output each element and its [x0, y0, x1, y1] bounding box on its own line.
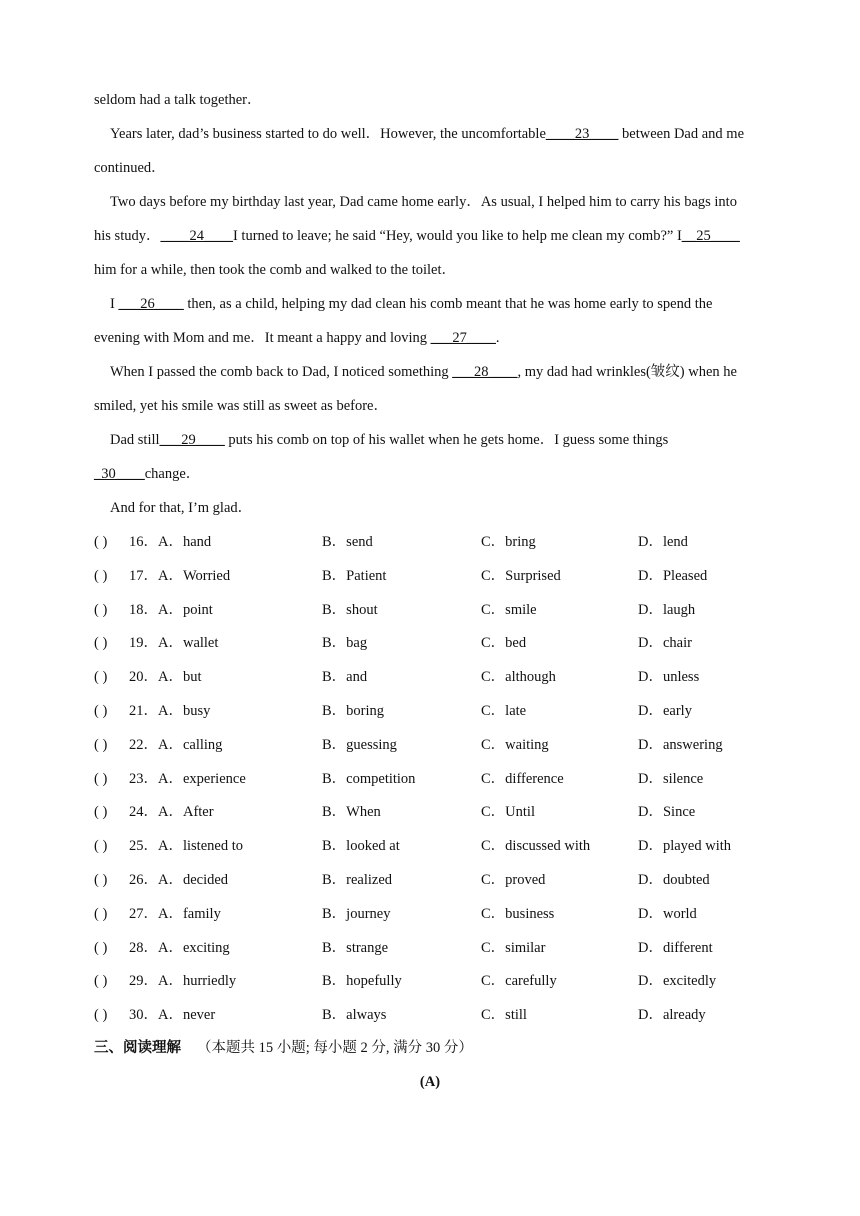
passage-line [94, 192, 766, 212]
option-b: B．realized [322, 872, 393, 888]
answer-parentheses[interactable]: ( ) [94, 804, 108, 821]
blank-29: ___29____ [159, 432, 225, 448]
question-number: 30． [129, 1007, 158, 1024]
option-b: B．Patient [322, 567, 387, 584]
option-a: A．exciting [158, 939, 230, 956]
answer-parentheses[interactable]: ( ) [94, 601, 108, 618]
question-number-and-option-a [129, 904, 221, 924]
option-c: C．late [481, 703, 527, 719]
question-row [94, 735, 794, 755]
question-number-and-option-a [129, 971, 236, 991]
answer-parentheses[interactable]: ( ) [94, 635, 108, 652]
question-number-and-option-a [129, 836, 243, 856]
question-number-and-option-a [129, 667, 202, 687]
option-a: A．family [158, 905, 221, 922]
passage-text: When I passed the comb back to Dad, I noticed something [110, 364, 453, 380]
passage-line [94, 90, 766, 110]
question-row [94, 566, 794, 586]
section-note: （本题共 15 小题; 每小题 2 分, 满分 30 分） [197, 1040, 473, 1056]
option-a: A．hurriedly [158, 973, 237, 990]
question-number-and-option-a [129, 600, 213, 620]
option-d: D．answering [638, 736, 723, 753]
answer-parentheses[interactable]: ( ) [94, 567, 108, 584]
option-a: A．never [158, 1007, 216, 1024]
option-c: C．similar [481, 939, 546, 956]
question-number: 19． [129, 635, 158, 652]
option-b: B．competition [322, 770, 416, 787]
option-b: B．and [322, 669, 368, 686]
part-label: (A) [419, 1074, 441, 1090]
section-title: 三、阅读理解 [94, 1040, 181, 1056]
option-d: D．excitedly [638, 973, 717, 990]
passage-line [94, 362, 766, 382]
option-c: C．proved [481, 872, 546, 888]
option-a: A．listened to [158, 838, 243, 855]
option-a: A．hand [158, 534, 212, 550]
passage-text: smiled, yet his smile was still as sweet as before． [94, 398, 388, 414]
answer-parentheses[interactable]: ( ) [94, 770, 108, 787]
passage-text: , my dad had wrinkles(皱纹) when he [517, 364, 737, 380]
question-number: 20． [129, 669, 158, 686]
question-row [94, 667, 794, 687]
option-c: C．Surprised [481, 567, 561, 584]
option-a: A．busy [158, 703, 211, 719]
option-d: D．different [638, 939, 713, 956]
question-row [94, 802, 794, 822]
question-number-and-option-a [129, 802, 214, 822]
passage-text: his study． [94, 228, 161, 244]
option-a: A．After [158, 804, 214, 821]
question-row [94, 600, 794, 620]
option-b: B．boring [322, 703, 385, 719]
passage-line [94, 498, 766, 518]
answer-parentheses[interactable]: ( ) [94, 939, 108, 956]
question-number: 26． [129, 872, 158, 888]
option-c: C．still [481, 1007, 527, 1024]
passage-text: . [495, 330, 500, 346]
passage-text: seldom had a talk together． [94, 92, 262, 108]
answer-parentheses[interactable]: ( ) [94, 703, 108, 719]
passage-text: I [110, 296, 119, 312]
option-d: D．lend [638, 534, 688, 550]
question-number: 18． [129, 601, 158, 618]
question-number-and-option-a [129, 938, 230, 958]
option-a: A．experience [158, 770, 246, 787]
question-row [94, 769, 794, 789]
answer-parentheses[interactable]: ( ) [94, 534, 108, 550]
blank-30: _30____ [94, 466, 145, 482]
option-c: C．carefully [481, 973, 557, 990]
passage-line [94, 328, 766, 348]
passage-text: him for a while, then took the comb and walked to the toilet． [94, 262, 457, 278]
option-d: D．early [638, 703, 692, 719]
question-number-and-option-a [129, 566, 230, 586]
passage-line [94, 430, 766, 450]
option-b: B．bag [322, 635, 368, 652]
section-heading [94, 1038, 473, 1058]
question-number-and-option-a [129, 870, 228, 890]
passage-text: Two days before my birthday last year, Dad came home early．As usual, I helped him to carry his bags into [110, 194, 737, 210]
question-number: 27． [129, 905, 158, 922]
option-c: C．although [481, 669, 556, 686]
question-number: 28． [129, 939, 158, 956]
passage-line [94, 294, 766, 314]
option-c: C．difference [481, 770, 564, 787]
question-row [94, 904, 794, 924]
question-row [94, 836, 794, 856]
blank-24: ____24____ [160, 228, 233, 244]
passage-text: Years later, dad’s business started to do well．However, the uncomfortable [110, 126, 546, 142]
option-c: C．bed [481, 635, 527, 652]
passage-line [94, 124, 766, 144]
option-d: D．Pleased [638, 567, 708, 584]
option-d: D．played with [638, 838, 732, 855]
passage-text: then, as a child, helping my dad clean his comb meant that he was home early to spend the [183, 296, 713, 312]
question-row [94, 870, 794, 890]
option-a: A．Worried [158, 567, 231, 584]
option-a: A．point [158, 601, 213, 618]
question-number-and-option-a [129, 701, 210, 721]
answer-parentheses[interactable]: ( ) [94, 872, 108, 888]
blank-23: ____23____ [545, 126, 619, 142]
passage-line [94, 260, 766, 280]
question-number: 21． [129, 703, 158, 719]
question-number-and-option-a [129, 769, 246, 789]
answer-parentheses[interactable]: ( ) [94, 669, 108, 686]
option-d: D．laugh [638, 601, 696, 618]
passage-line [94, 226, 766, 246]
option-d: D．chair [638, 635, 692, 652]
blank-26: ___26____ [118, 296, 184, 312]
option-c: C．Until [481, 804, 535, 821]
option-d: D．world [638, 905, 697, 922]
answer-parentheses[interactable]: ( ) [94, 838, 108, 855]
question-number: 16． [129, 534, 158, 550]
passage-text: between Dad and me [618, 126, 745, 142]
option-b: B．shout [322, 601, 378, 618]
option-d: D．already [638, 1007, 706, 1024]
option-b: B．always [322, 1007, 387, 1024]
question-row [94, 532, 794, 552]
question-row [94, 633, 794, 653]
option-c: C．discussed with [481, 838, 591, 855]
option-a: A．wallet [158, 635, 219, 652]
question-number: 17． [129, 567, 158, 584]
question-number-and-option-a [129, 633, 218, 653]
option-c: C．business [481, 905, 555, 922]
passage-text: evening with Mom and me．It meant a happy and loving [94, 330, 431, 346]
question-number-and-option-a [129, 1005, 215, 1025]
answer-parentheses[interactable]: ( ) [94, 905, 108, 922]
option-b: B．guessing [322, 736, 397, 753]
passage-text: And for that, I’m glad． [110, 500, 253, 516]
question-row [94, 938, 794, 958]
option-a: A．but [158, 669, 202, 686]
option-d: D．silence [638, 770, 704, 787]
question-number: 24． [129, 804, 158, 821]
blank-27: ___27____ [430, 330, 496, 346]
passage-text: continued． [94, 160, 166, 176]
question-number-and-option-a [129, 532, 211, 552]
option-b: B．send [322, 534, 373, 550]
blank-25: __25____ [681, 228, 740, 244]
option-b: B．strange [322, 939, 389, 956]
option-d: D．Since [638, 804, 696, 821]
question-number-and-option-a [129, 735, 222, 755]
answer-parentheses[interactable]: ( ) [94, 973, 108, 990]
option-c: C．smile [481, 601, 537, 618]
passage-text: change． [144, 466, 201, 482]
question-number: 23． [129, 770, 158, 787]
option-b: B．hopefully [322, 973, 402, 990]
question-number: 25． [129, 838, 158, 855]
question-number: 29． [129, 973, 158, 990]
blank-28: ___28____ [452, 364, 518, 380]
passage-text: I turned to leave; he said “Hey, would you like to help me clean my comb?” I [232, 228, 682, 244]
option-b: B．journey [322, 905, 391, 922]
passage-line [94, 396, 766, 416]
option-a: A．calling [158, 736, 223, 753]
passage-text: puts his comb on top of his wallet when he gets home．I guess some things [224, 432, 669, 448]
option-c: C．bring [481, 534, 536, 550]
question-row [94, 701, 794, 721]
question-number: 22． [129, 736, 158, 753]
answer-parentheses[interactable]: ( ) [94, 736, 108, 753]
answer-parentheses[interactable]: ( ) [94, 1007, 108, 1024]
question-row [94, 971, 794, 991]
passage-line [94, 158, 766, 178]
question-row [94, 1005, 794, 1025]
option-c: C．waiting [481, 736, 549, 753]
passage-text: Dad still [110, 432, 160, 448]
option-b: B．When [322, 804, 381, 821]
option-b: B．looked at [322, 838, 400, 855]
passage-line [94, 464, 766, 484]
option-a: A．decided [158, 872, 229, 888]
option-d: D．unless [638, 669, 700, 686]
option-d: D．doubted [638, 872, 710, 888]
